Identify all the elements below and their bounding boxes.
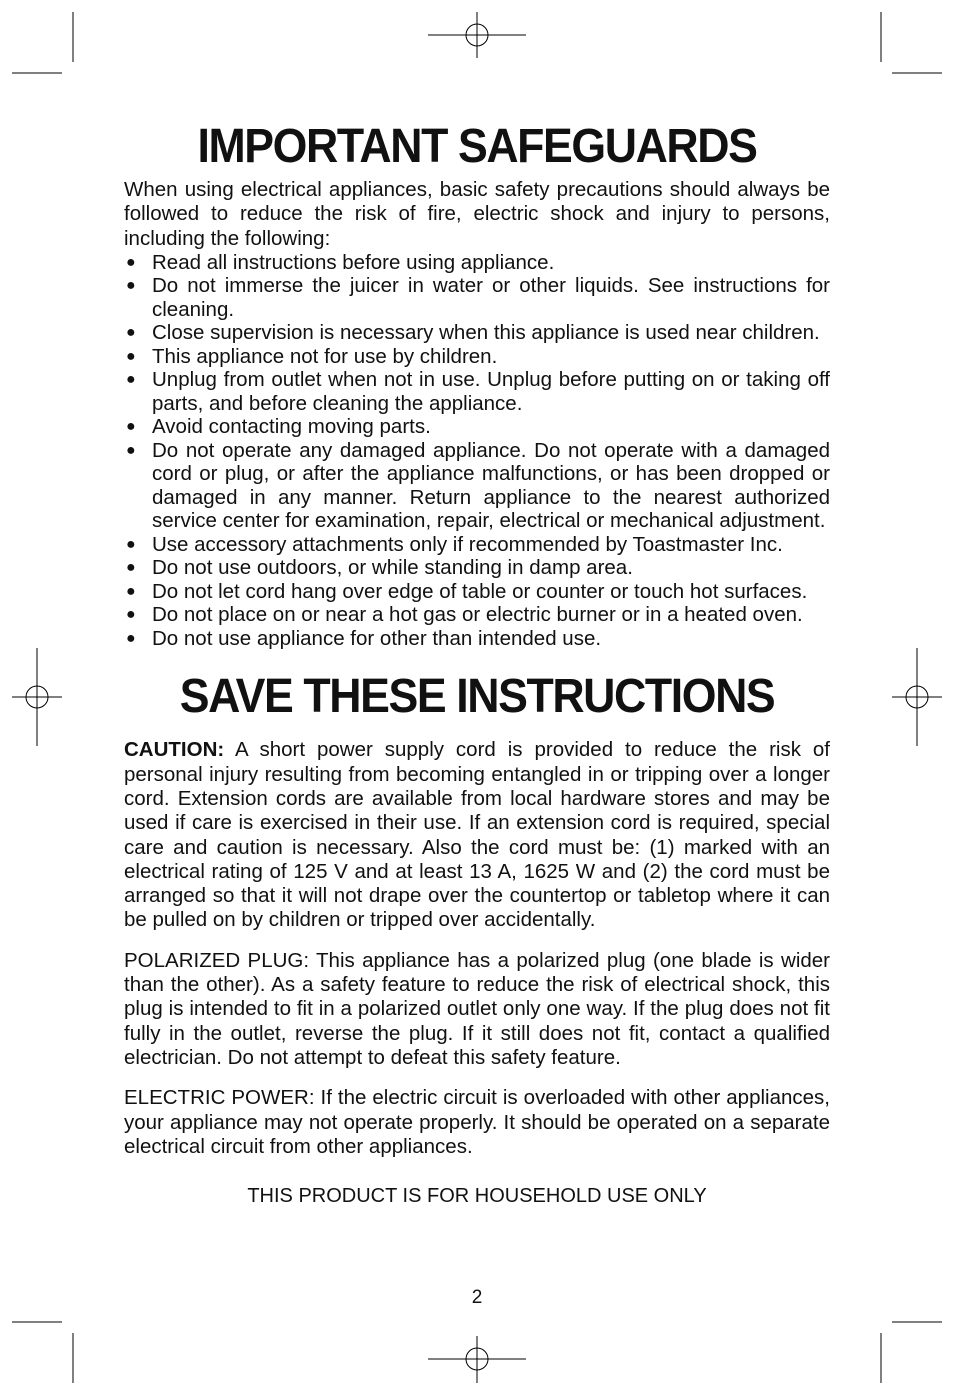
list-item: ● Do not immerse the juicer in water or other liquids. See instructions for cleaning. [124, 274, 830, 321]
page-title: IMPORTANT SAFEGUARDS [197, 120, 757, 173]
registration-mark-right [892, 648, 942, 746]
caution-paragraph [124, 738, 830, 932]
list-item: ● Avoid contacting moving parts. [124, 415, 830, 439]
list-item: ● Use accessory attachments only if recommended by Toastmaster Inc. [124, 533, 830, 557]
list-item: ● Do not use outdoors, or while standing in damp area. [124, 556, 830, 580]
caution-label: CAUTION: [124, 738, 225, 762]
list-item: ● This appliance not for use by children. [124, 345, 830, 369]
document-page [124, 118, 830, 1208]
intro-paragraph: When using electrical appliances, basic safety precautions should always be followed to reduce the risk of fire, electric shock and injury to persons, including the following: [124, 178, 830, 250]
list-item: ● Do not let cord hang over edge of table or counter or touch hot surfaces. [124, 580, 830, 604]
list-item: ● Read all instructions before using appliance. [124, 251, 830, 275]
registration-mark-bottom [428, 1336, 526, 1383]
caution-text: A short power supply cord is provided to reduce the risk of personal injury resulting from becoming entangled in or tripping over a longer cord. Extension cords are available from local hardware stores and may be used if care is exercised in their use. If an extension cord is required, special care and caution is necessary. Also the cord must be: (1) marked with an electrical rating of 125 V and at least 13 A, 1625 W and (2) the cord must be arranged so that it will not drape over the countertop or tabletop where it can be pulled on by children or tripped over accidentally. [124, 738, 830, 932]
list-item: ● Do not place on or near a hot gas or electric burner or in a heated oven. [124, 603, 830, 627]
polarized-plug-paragraph: POLARIZED PLUG: This appliance has a polarized plug (one blade is wider than the other). As a safety feature to reduce the risk of electrical shock, this plug is intended to fit in a polarized outlet only one way. If the plug does not fit fully in the outlet, reverse the plug. If it still does not fit, contact a qualified electrician. Do not attempt to defeat this safety feature. [124, 948, 830, 1069]
registration-mark-top [428, 12, 526, 58]
list-item: ● Close supervision is necessary when this appliance is used near children. [124, 321, 830, 345]
safeguards-list [124, 251, 830, 651]
list-item: ● Do not use appliance for other than intended use. [124, 627, 830, 651]
list-item: ● Do not operate any damaged appliance. Do not operate with a damaged cord or plug, or after the appliance malfunctions, or has been dropped or damaged in any manner. Return appliance to the nearest authorized service center for examination, repair, electrical or mechanical adjustment. [124, 439, 830, 533]
list-item: ● Unplug from outlet when not in use. Unplug before putting on or taking off parts, and before cleaning the appliance. [124, 368, 830, 415]
electric-power-paragraph: ELECTRIC POWER: If the electric circuit is overloaded with other appliances, your appliance may not operate properly. It should be operated on a separate electrical circuit from other appliances. [124, 1086, 830, 1158]
registration-mark-left [12, 648, 62, 746]
save-instructions-heading: SAVE THESE INSTRUCTIONS [179, 670, 775, 724]
household-use-notice: THIS PRODUCT IS FOR HOUSEHOLD USE ONLY [247, 1185, 707, 1208]
page-number: 2 [471, 1287, 483, 1308]
